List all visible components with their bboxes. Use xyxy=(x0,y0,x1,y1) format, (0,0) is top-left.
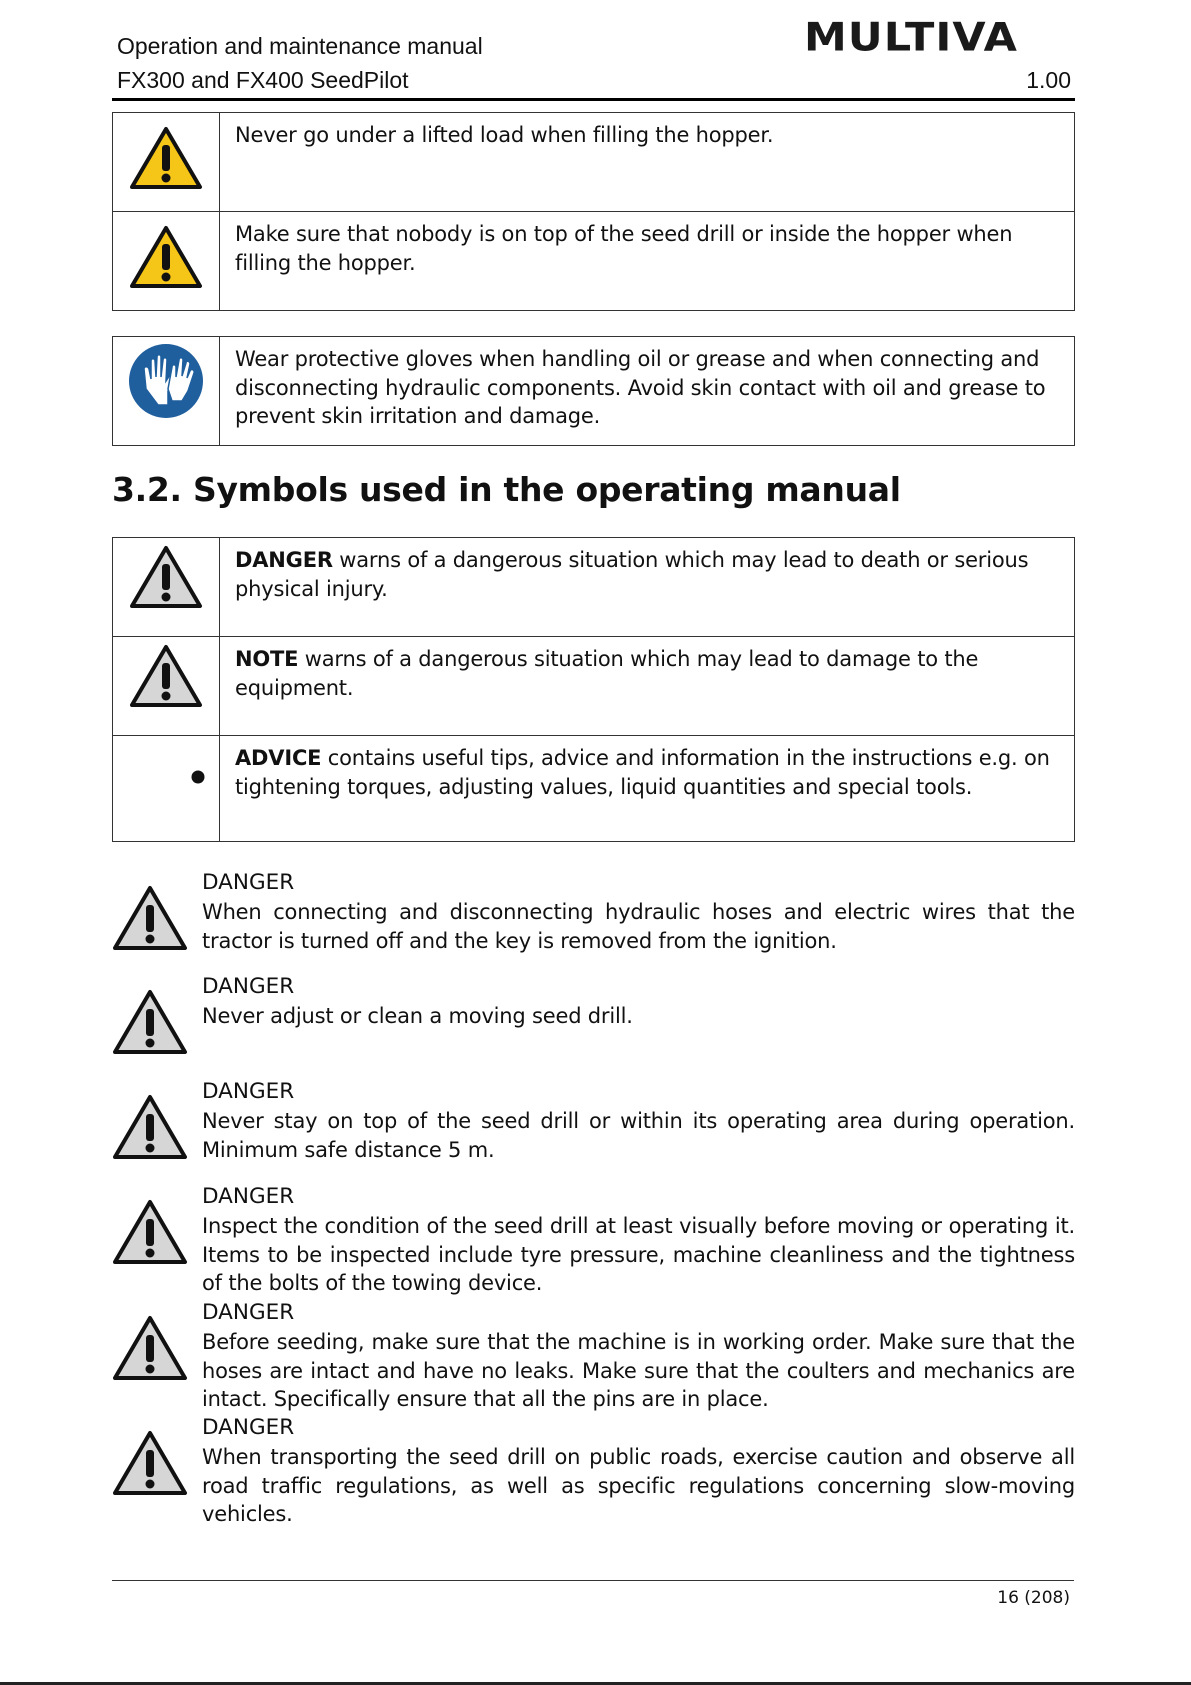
danger-text: When transporting the seed drill on public roads, exercise caution and observe all road traffic regulations, as well as specific regulations concerning slow-moving vehicles. xyxy=(202,1445,1075,1526)
symbols-table xyxy=(112,537,1075,842)
symbol-advice-text xyxy=(220,736,1075,842)
icon-cell xyxy=(113,212,220,311)
warning-table xyxy=(112,112,1075,311)
page-number: 16 (208) xyxy=(997,1588,1070,1608)
symbol-danger-text xyxy=(220,538,1075,637)
table-row xyxy=(113,113,1075,212)
document-title: Operation and maintenance manual xyxy=(117,33,483,59)
table-row xyxy=(113,212,1075,311)
danger-title: DANGER xyxy=(202,1300,295,1325)
icon-cell xyxy=(113,113,220,212)
symbol-description: contains useful tips, advice and information in the instructions e.g. on tightening torques, adjusting values, liquid quantities and special tools. xyxy=(235,746,1050,799)
symbol-note-text xyxy=(220,637,1075,736)
danger-title: DANGER xyxy=(202,974,295,999)
danger-title: DANGER xyxy=(202,1184,295,1209)
icon-cell xyxy=(113,637,220,736)
danger-text: Never stay on top of the seed drill or within its operating area during operation. Minimum safe distance 5 m. xyxy=(202,1109,1075,1162)
table-row xyxy=(113,538,1075,637)
warning-yellow-icon xyxy=(129,224,203,290)
warning-grey-icon xyxy=(112,884,188,952)
brand-logo: MULTIVA xyxy=(804,14,1018,61)
danger-text: When connecting and disconnecting hydraulic hoses and electric wires that the tractor is turned off and the key is removed from the ignition. xyxy=(202,900,1075,953)
gloves-text: Wear protective gloves when handling oil or grease and when connecting and disconnecting hydraulic components. Avoid skin contact with oil and grease to prevent skin irritation and damage. xyxy=(220,337,1075,446)
symbol-keyword: ADVICE xyxy=(235,746,322,770)
warning-grey-icon xyxy=(112,1314,188,1382)
warning-grey-icon xyxy=(129,544,203,610)
symbol-keyword: NOTE xyxy=(235,647,299,671)
section-heading: 3.2. Symbols used in the operating manual xyxy=(112,470,901,509)
danger-title: DANGER xyxy=(202,870,295,895)
symbol-description: warns of a dangerous situation which may lead to damage to the equipment. xyxy=(235,647,979,700)
version-number: 1.00 xyxy=(1026,67,1071,93)
warning-text: Make sure that nobody is on top of the seed drill or inside the hopper when filling the hopper. xyxy=(220,212,1075,311)
warning-yellow-icon xyxy=(129,125,203,191)
danger-title: DANGER xyxy=(202,1415,295,1440)
model-name: FX300 and FX400 SeedPilot xyxy=(117,67,409,93)
icon-cell xyxy=(113,337,220,446)
warning-grey-icon xyxy=(129,643,203,709)
warning-text: Never go under a lifted load when filling the hopper. xyxy=(220,113,1075,212)
table-row xyxy=(113,637,1075,736)
protective-gloves-icon xyxy=(128,343,204,419)
table-row xyxy=(113,736,1075,842)
bullet-icon xyxy=(191,770,205,784)
symbol-keyword: DANGER xyxy=(235,548,333,572)
warning-grey-icon xyxy=(112,1093,188,1161)
danger-title: DANGER xyxy=(202,1079,295,1104)
warning-grey-icon xyxy=(112,1429,188,1497)
mandatory-table xyxy=(112,336,1075,446)
symbol-description: warns of a dangerous situation which may lead to death or serious physical injury. xyxy=(235,548,1029,601)
icon-cell xyxy=(113,736,220,842)
danger-text: Before seeding, make sure that the machine is in working order. Make sure that the hoses are intact and have no leaks. Make sure that the coulters and mechanics are intact. Specifically ensure that all the pins are in place. xyxy=(202,1330,1075,1411)
footer-rule xyxy=(112,1580,1074,1581)
warning-grey-icon xyxy=(112,988,188,1056)
icon-cell xyxy=(113,538,220,637)
table-row xyxy=(113,337,1075,446)
header-rule xyxy=(112,98,1075,101)
danger-text: Never adjust or clean a moving seed drill. xyxy=(202,1004,633,1028)
warning-grey-icon xyxy=(112,1198,188,1266)
danger-text: Inspect the condition of the seed drill at least visually before moving or operating it. Items to be inspected include tyre pressure, machine cleanliness and the tightness of the bolts of the towing device. xyxy=(202,1214,1075,1295)
